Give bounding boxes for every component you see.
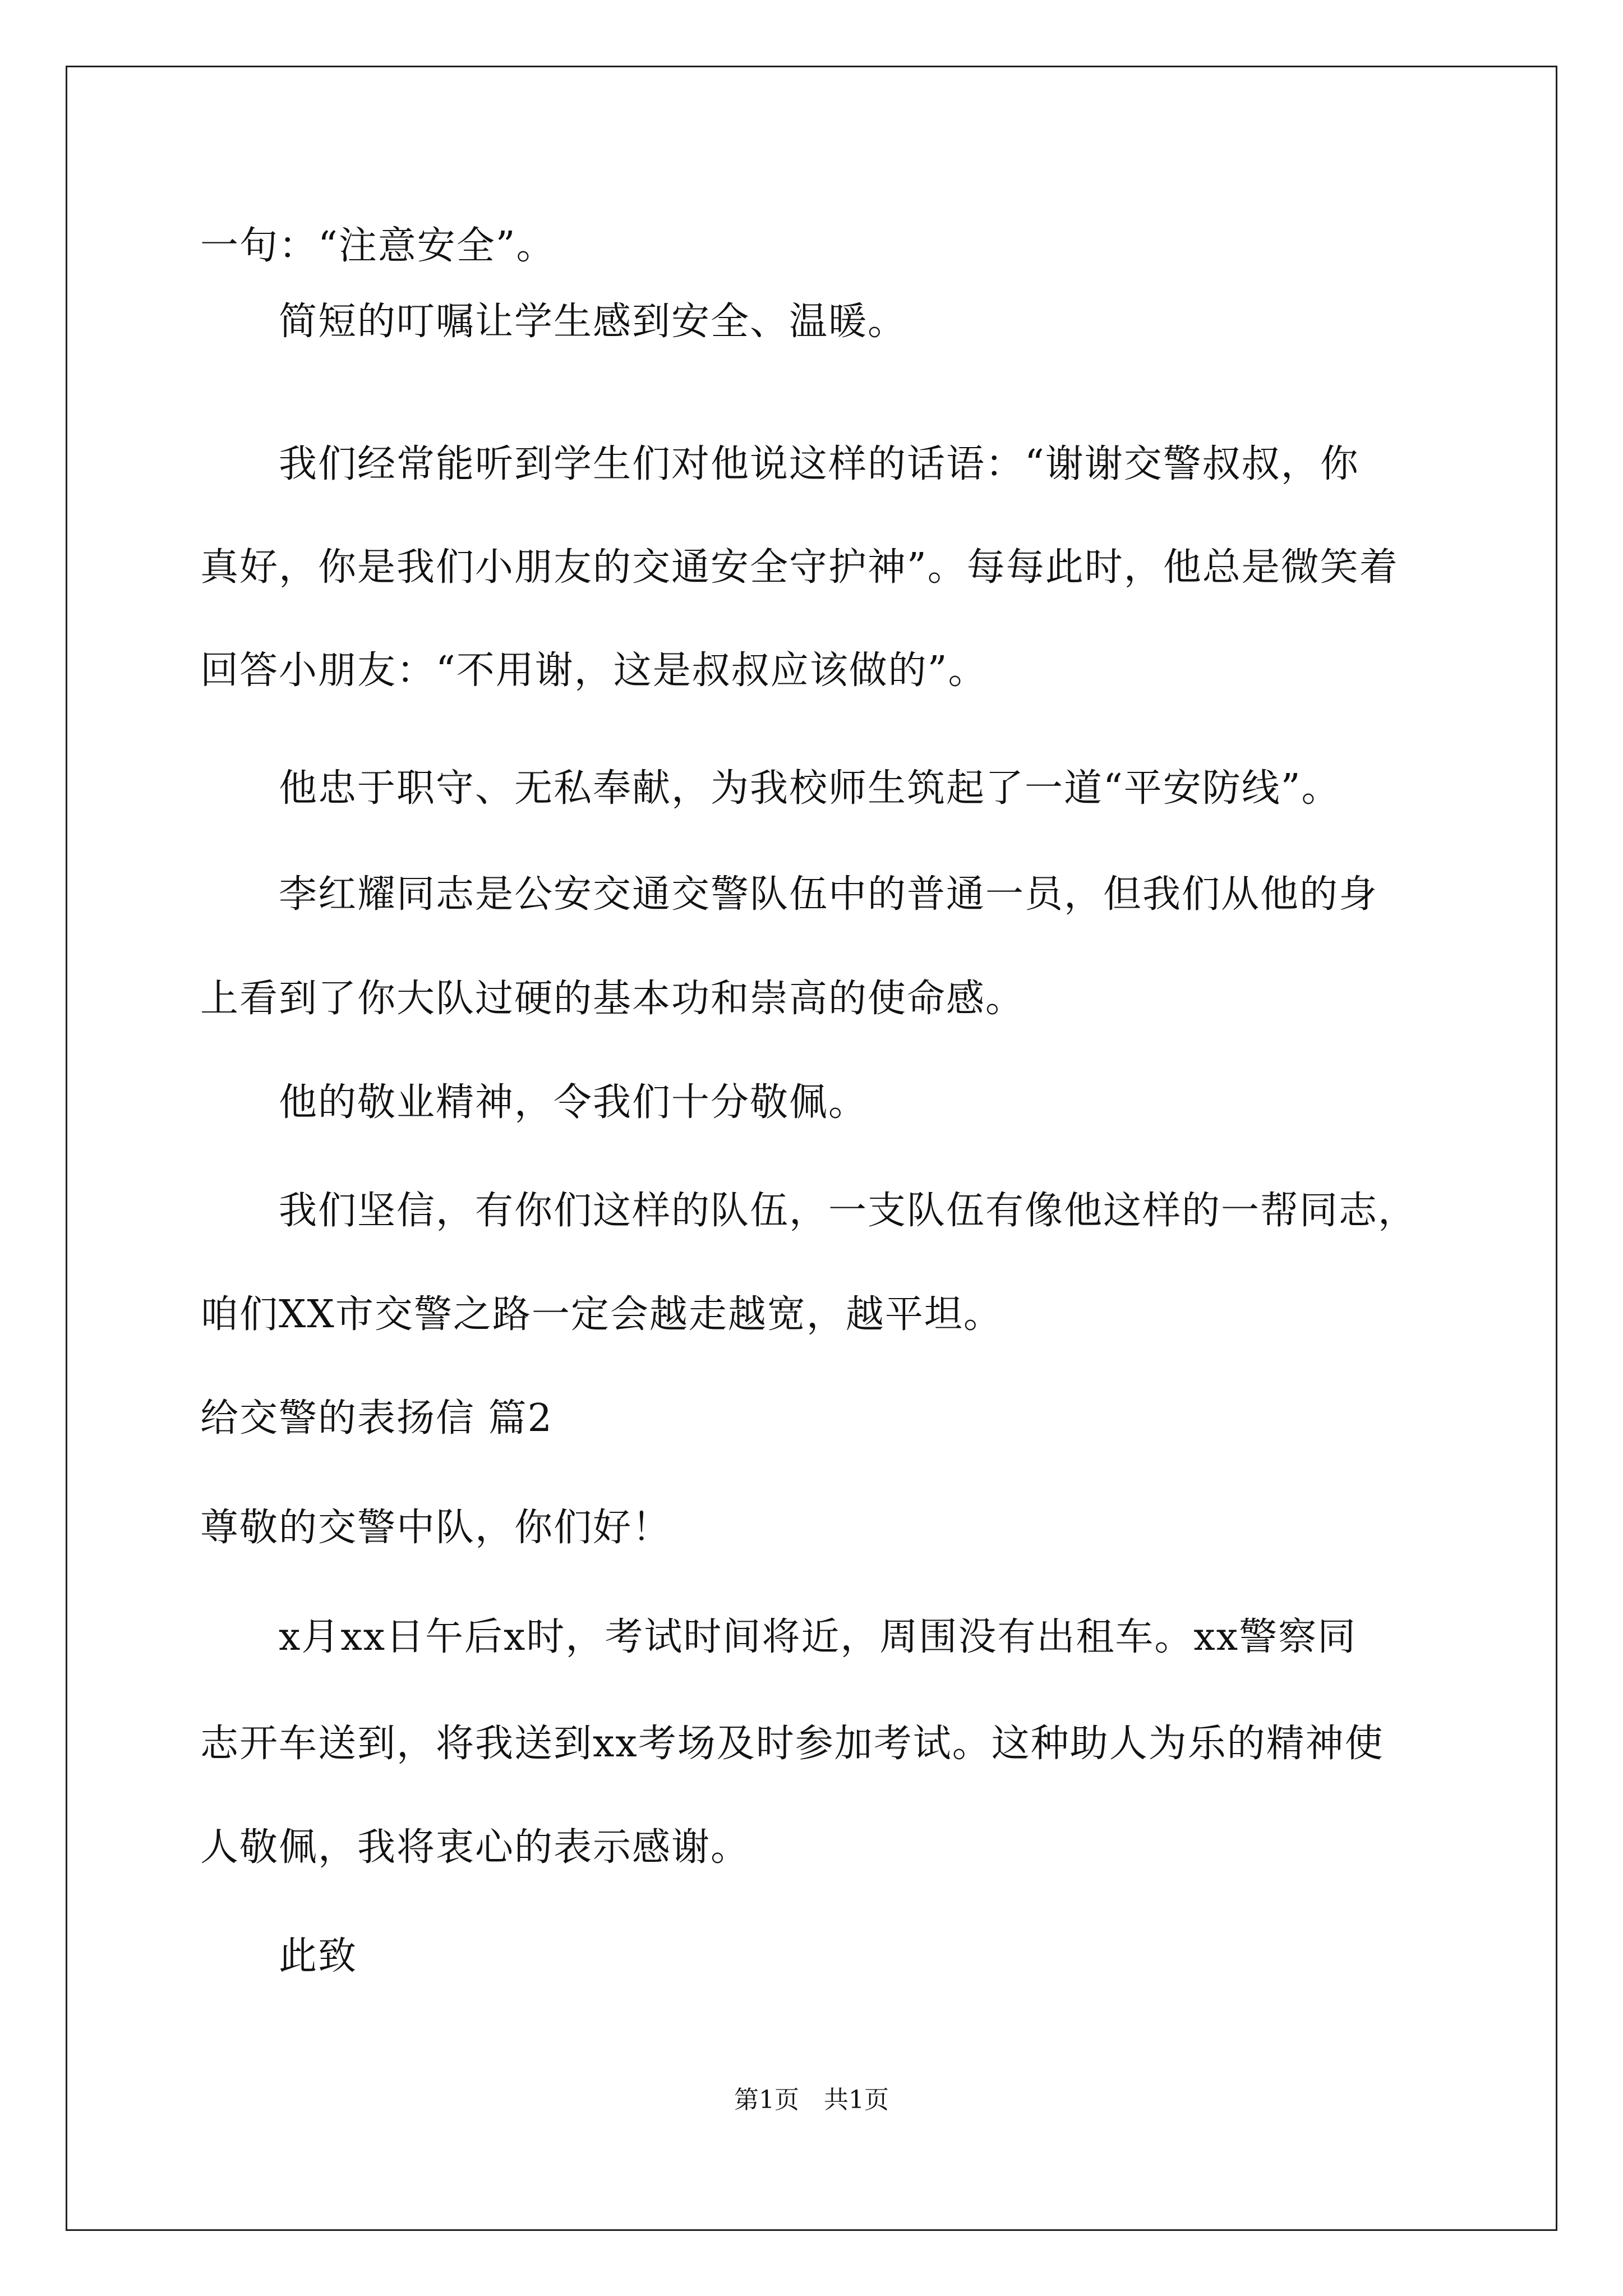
text-line: 咱们XX市交警之路一定会越走越宽，越平坦。 [200,1292,1003,1337]
text-line: 李红耀同志是公安交通交警队伍中的普通一员，但我们从他的身 [279,872,1378,917]
text-line: 他的敬业精神，令我们十分敬佩。 [279,1080,868,1125]
text-line: 我们经常能听到学生们对他说这样的话语：“谢谢交警叔叔，你 [279,442,1359,486]
text-line: 我们坚信，有你们这样的队伍，一支队伍有像他这样的一帮同志， [279,1189,1418,1233]
text-line: 真好，你是我们小朋友的交通安全守护神”。每每此时，他总是微笑着 [200,545,1399,590]
closing: 此致 [279,1934,358,1978]
text-line: 上看到了你大队过硬的基本功和崇高的使命感。 [200,977,1025,1021]
page-border [66,66,1557,2231]
text-line: 他忠于职守、无私奉献，为我校师生筑起了一道“平安防线”。 [279,766,1341,811]
salutation: 尊敬的交警中队，你们好！ [200,1506,672,1550]
text-line: 回答小朋友：“不用谢，这是叔叔应该做的”。 [200,648,988,693]
text-line: 志开车送到，将我送到xx考场及时参加考试。这种助人为乐的精神使 [200,1722,1384,1766]
page-number: 第1页 共1页 [734,2086,889,2114]
text-line: 一句：“注意安全”。 [200,224,556,268]
text-line: 简短的叮嘱让学生感到安全、温暖。 [279,300,907,344]
section-heading: 给交警的表扬信 篇2 [200,1396,553,1441]
text-line: 人敬佩，我将衷心的表示感谢。 [200,1825,750,1870]
text-line: x月xx日午后x时，考试时间将近，周围没有出租车。xx警察同 [279,1615,1357,1659]
